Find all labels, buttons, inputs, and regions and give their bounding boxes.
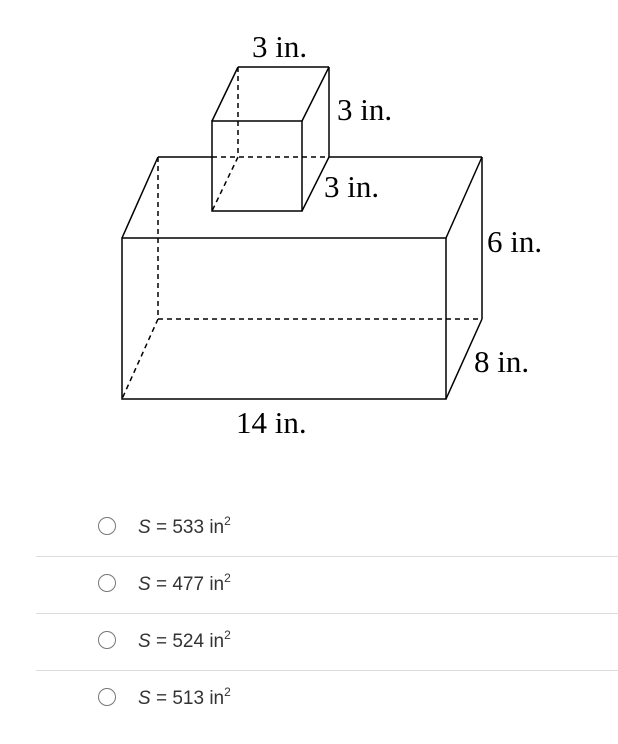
answer-unit: in xyxy=(209,517,225,538)
small-width-label: 3 in. xyxy=(252,29,308,64)
answer-value: 477 xyxy=(172,574,205,595)
answer-option-label xyxy=(138,514,231,540)
equals-sign: = xyxy=(150,688,173,709)
answer-option[interactable] xyxy=(36,557,618,614)
answer-option[interactable] xyxy=(36,614,618,671)
radio-button[interactable] xyxy=(98,688,116,706)
answer-option-label xyxy=(138,571,231,597)
equals-sign: = xyxy=(150,517,173,538)
unit-exponent: 2 xyxy=(224,685,231,699)
answer-choices xyxy=(36,500,618,728)
answer-value: 533 xyxy=(172,517,205,538)
unit-exponent: 2 xyxy=(224,571,231,585)
answer-unit: in xyxy=(209,574,225,595)
small-height-label: 3 in. xyxy=(337,92,393,127)
answer-option[interactable] xyxy=(36,500,618,557)
answer-option-label xyxy=(138,685,231,711)
answer-option-label xyxy=(138,628,231,654)
large-depth-label: 8 in. xyxy=(474,344,530,379)
answer-option[interactable] xyxy=(36,671,618,728)
surface-area-variable: S xyxy=(138,574,151,595)
answer-value: 513 xyxy=(172,688,205,709)
large-height-label: 6 in. xyxy=(487,224,543,259)
small-depth-label: 3 in. xyxy=(324,169,380,204)
radio-button[interactable] xyxy=(98,574,116,592)
unit-exponent: 2 xyxy=(224,628,231,642)
surface-area-variable: S xyxy=(138,517,151,538)
equals-sign: = xyxy=(150,631,173,652)
unit-exponent: 2 xyxy=(224,514,231,528)
surface-area-variable: S xyxy=(138,688,151,709)
answer-unit: in xyxy=(209,688,225,709)
answer-value: 524 xyxy=(172,631,205,652)
small-cube-hidden-edges xyxy=(212,67,329,211)
large-length-label: 14 in. xyxy=(236,405,307,440)
small-cube xyxy=(212,67,329,211)
radio-button[interactable] xyxy=(98,631,116,649)
equals-sign: = xyxy=(150,574,173,595)
answer-unit: in xyxy=(209,631,225,652)
radio-button[interactable] xyxy=(98,517,116,535)
surface-area-variable: S xyxy=(138,631,151,652)
